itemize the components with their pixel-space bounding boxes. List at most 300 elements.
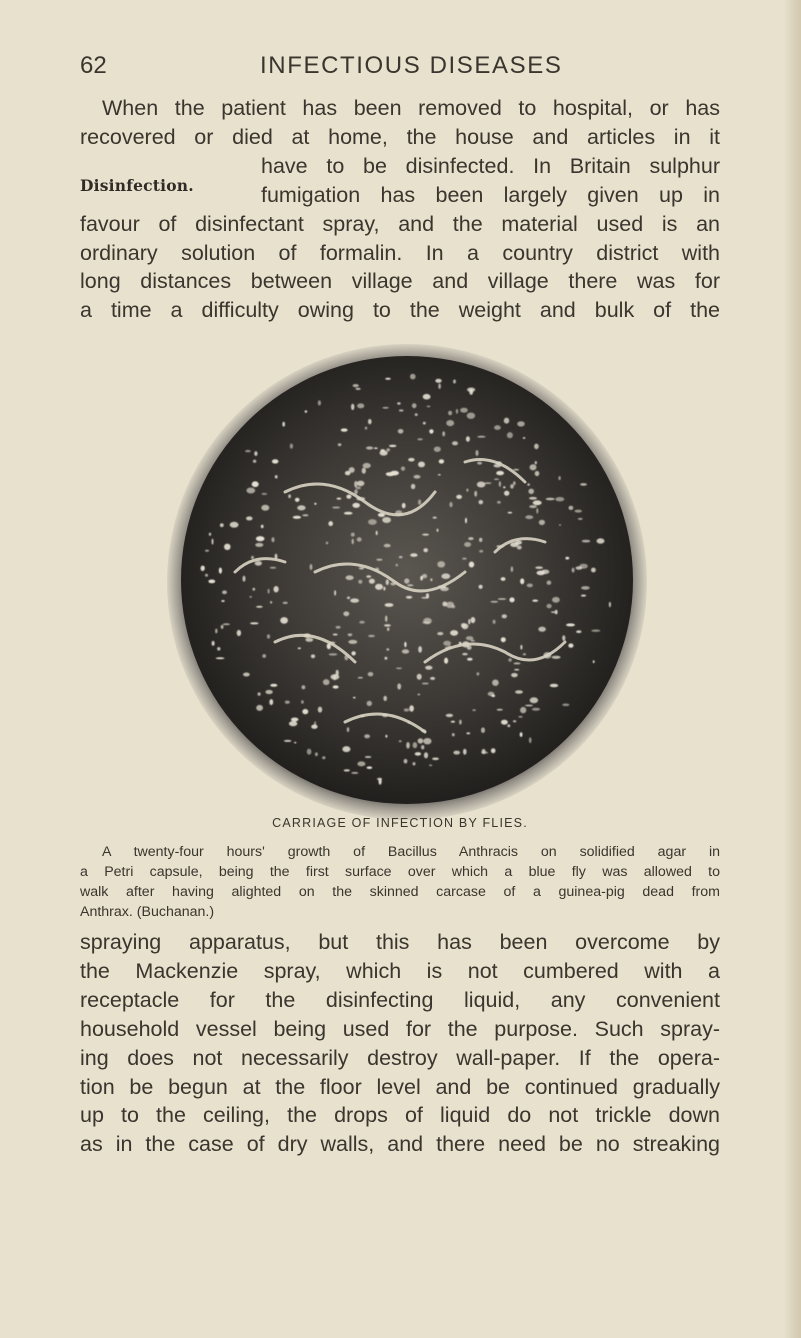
colony-spot <box>438 474 441 476</box>
colony-spot <box>467 413 475 419</box>
colony-spot <box>467 658 473 661</box>
colony-spot <box>520 645 522 650</box>
colony-spot <box>523 653 526 655</box>
colony-spot <box>332 507 340 509</box>
colony-spot <box>382 517 391 523</box>
colony-spot <box>575 510 582 513</box>
colony-spot <box>374 447 378 449</box>
colony-spot <box>380 449 385 452</box>
colony-spot <box>270 567 277 569</box>
colony-spot <box>357 761 365 766</box>
colony-spot <box>520 578 524 584</box>
colony-spot <box>291 718 299 722</box>
colony-spot <box>418 462 425 468</box>
colony-spot <box>397 402 401 404</box>
colony-spot <box>365 756 372 758</box>
colony-spot <box>386 579 389 585</box>
colony-spot <box>224 544 231 550</box>
colony-spot <box>474 491 477 497</box>
colony-spot <box>270 684 277 687</box>
colony-spot <box>534 444 539 450</box>
colony-spot <box>497 709 503 711</box>
colony-spot <box>469 562 474 568</box>
colony-spot <box>456 495 462 499</box>
colony-spot <box>367 766 373 769</box>
colony-spot <box>472 709 476 711</box>
colony-spot <box>398 429 404 434</box>
colony-spot <box>221 600 224 602</box>
colony-spot <box>333 685 339 688</box>
colony-spot <box>448 411 452 416</box>
colony-spot <box>343 611 349 616</box>
colony-spot <box>523 437 526 439</box>
colony-spot <box>504 418 509 424</box>
colony-spot <box>212 641 215 646</box>
colony-spot <box>535 566 543 569</box>
colony-spot <box>501 637 506 642</box>
colony-spot <box>422 534 429 536</box>
colony-spot <box>525 515 533 519</box>
colony-spot <box>421 745 424 749</box>
colony-spot <box>459 720 462 725</box>
colony-spot <box>404 578 409 583</box>
colony-spot <box>274 586 279 592</box>
colony-spot <box>314 503 316 505</box>
colony-spot <box>255 561 262 566</box>
colony-spot <box>385 616 387 622</box>
colony-spot <box>580 483 587 486</box>
colony-spot <box>288 494 291 498</box>
colony-spot <box>243 673 250 677</box>
colony-spot <box>209 533 211 536</box>
colony-spot <box>396 668 402 670</box>
colony-spot <box>501 720 508 725</box>
colony-spot <box>532 708 540 711</box>
colony-spot <box>256 536 265 541</box>
caption-line: a Petri capsule, being the first surface over which a blue fly was allowed to <box>80 864 720 880</box>
colony-spot <box>437 561 445 567</box>
colony-spot <box>446 602 454 608</box>
colony-spot <box>468 619 470 624</box>
colony-spot <box>559 524 561 526</box>
colony-spot <box>453 751 460 755</box>
colony-spot <box>528 489 534 494</box>
colony-spot <box>258 692 261 695</box>
colony-spot <box>221 625 224 629</box>
colony-spot <box>357 481 365 487</box>
colony-spot <box>307 749 312 755</box>
colony-spot <box>481 727 485 733</box>
colony-spot <box>423 422 426 425</box>
colony-spot <box>476 450 479 456</box>
colony-spot <box>501 577 506 581</box>
paragraph-1 <box>80 94 720 325</box>
colony-spot <box>414 475 421 479</box>
colony-spot <box>368 635 375 637</box>
colony-spot <box>270 601 272 604</box>
colony-spot <box>466 436 470 442</box>
colony-spot <box>479 585 483 589</box>
colony-spot <box>322 756 325 759</box>
colony-spot <box>290 444 293 449</box>
colony-spot <box>453 380 456 384</box>
paragraph-line: fumigation has been largely given up in <box>261 182 720 207</box>
paragraph-line: have to be disinfected. In Britain sulphur <box>261 153 720 178</box>
colony-spot <box>205 574 208 577</box>
colony-spot <box>446 420 454 426</box>
colony-spot <box>462 653 467 655</box>
colony-spot <box>344 769 350 771</box>
colony-spot <box>289 721 297 726</box>
colony-spot <box>347 597 350 600</box>
colony-spot <box>208 580 215 584</box>
paragraph-line: spraying apparatus, but this has been overcome by <box>80 930 720 954</box>
colony-spot <box>423 738 431 744</box>
colony-spot <box>356 487 361 490</box>
colony-spot <box>451 721 455 723</box>
colony-spot <box>323 679 330 685</box>
colony-spot <box>466 636 474 640</box>
colony-spot <box>261 505 269 511</box>
colony-spot <box>386 448 390 451</box>
figure-caption-body <box>80 842 720 922</box>
colony-spot <box>387 628 389 631</box>
colony-spot <box>593 660 595 663</box>
colony-spot <box>479 550 483 553</box>
colony-spot <box>404 708 410 711</box>
colony-spot <box>466 489 468 492</box>
colony-spot <box>504 491 509 496</box>
colony-spot <box>525 705 533 707</box>
colony-spot <box>427 406 431 408</box>
colony-spot <box>351 404 354 410</box>
colony-spot <box>513 469 519 471</box>
colony-spot <box>223 623 230 625</box>
colony-spot <box>508 512 513 514</box>
colony-spot <box>446 714 453 717</box>
colony-spot <box>342 746 350 752</box>
colony-spot <box>507 432 513 438</box>
paragraph-line: recovered or died at home, the house and articles in it <box>80 124 720 149</box>
colony-spot <box>379 778 382 784</box>
colony-spot <box>581 586 590 590</box>
colony-spot <box>230 522 239 528</box>
colony-spot <box>311 654 315 658</box>
colony-spot <box>493 620 496 624</box>
colony-spot <box>410 553 417 557</box>
colony-spot <box>358 580 362 584</box>
colony-spot <box>460 408 468 413</box>
paragraph-line: ordinary solution of formalin. In a country district with <box>80 240 720 265</box>
colony-spot <box>539 520 545 525</box>
colony-spot <box>375 584 383 590</box>
colony-spot <box>510 484 514 489</box>
paragraph-line: long distances between village and village there was for <box>80 269 720 294</box>
colony-spot <box>385 735 387 738</box>
colony-spot <box>552 597 560 603</box>
colony-spot <box>295 498 300 502</box>
paragraph-line: as in the case of dry walls, and there need be no streaking <box>80 1132 720 1157</box>
colony-spot <box>401 467 405 471</box>
colony-spot <box>413 762 416 765</box>
colony-spot <box>326 542 328 545</box>
paragraph-line: ing does not necessarily destroy wall-paper. If the opera- <box>80 1045 720 1070</box>
colony-spot <box>568 643 573 647</box>
colony-spot <box>346 575 354 580</box>
colony-spot <box>269 699 273 705</box>
colony-spot <box>254 451 257 456</box>
colony-spot <box>547 604 552 608</box>
colony-spot <box>305 410 308 413</box>
colony-spot <box>404 759 408 764</box>
colony-spot <box>215 629 217 634</box>
colony-spot <box>443 641 451 646</box>
colony-spot <box>547 581 552 585</box>
colony-spot <box>484 482 492 484</box>
colony-spot <box>397 683 401 689</box>
colony-spot <box>359 621 365 624</box>
colony-spot <box>463 749 467 755</box>
colony-spot <box>550 684 558 688</box>
colony-spot <box>442 431 445 436</box>
colony-spot <box>265 690 272 694</box>
colony-spot <box>425 666 432 670</box>
colony-spot <box>363 463 371 468</box>
colony-spot <box>365 427 367 430</box>
margin-note: Disinfection. <box>80 176 194 195</box>
colony-spot <box>426 593 429 598</box>
colony-spot <box>305 638 313 642</box>
colony-spot <box>294 742 296 744</box>
colony-spot <box>301 700 304 703</box>
colony-spot <box>497 501 501 504</box>
colony-spot <box>386 648 389 650</box>
colony-spot <box>348 640 357 644</box>
colony-spot <box>492 680 499 686</box>
colony-spot <box>396 564 398 567</box>
colony-spot <box>385 378 390 380</box>
petri-dish-photo <box>165 342 649 822</box>
colony-spot <box>527 483 530 485</box>
colony-spot <box>399 740 402 742</box>
colony-spot <box>268 589 270 594</box>
colony-spot <box>471 617 476 623</box>
colony-spot <box>597 538 605 543</box>
colony-spot <box>333 634 338 636</box>
paragraph-line: household vessel being used for the purpose. Such spray- <box>80 1016 720 1041</box>
colony-spot <box>477 482 486 488</box>
paragraph-line: a time a difficulty owing to the weight and bulk of the <box>80 298 720 323</box>
colony-spot <box>337 498 342 500</box>
colony-spot <box>404 642 406 647</box>
colony-spot <box>517 421 525 426</box>
colony-spot <box>246 516 253 520</box>
colony-spot <box>461 623 466 628</box>
colony-spot <box>355 388 360 390</box>
colony-spot <box>467 388 475 392</box>
colony-spot <box>297 505 305 510</box>
colony-spot <box>353 384 359 387</box>
colony-spot <box>406 742 410 749</box>
colony-spot <box>338 443 342 446</box>
colony-spot <box>581 595 586 597</box>
colony-spot <box>520 707 526 713</box>
colony-spot <box>456 409 458 414</box>
colony-spot <box>311 725 317 729</box>
colony-spot <box>417 674 422 680</box>
caption-line: walk after having alighted on the skinned carcase of a guinea-pig dead from <box>80 884 720 900</box>
colony-spot <box>555 497 564 501</box>
colony-spot <box>609 602 611 608</box>
colony-spot <box>513 662 520 664</box>
colony-spot <box>562 704 569 707</box>
colony-spot <box>452 441 458 445</box>
colony-spot <box>382 407 388 409</box>
colony-spot <box>353 697 356 699</box>
colony-spot <box>280 617 288 624</box>
colony-spot <box>572 568 575 573</box>
colony-spot <box>415 413 418 416</box>
running-head: INFECTIOUS DISEASES <box>260 52 563 79</box>
colony-spot <box>406 596 412 599</box>
colony-spot <box>411 484 415 489</box>
paragraph-line: When the patient has been removed to hospital, or has <box>102 96 720 120</box>
colony-spot <box>384 657 387 660</box>
colony-spot <box>430 677 435 680</box>
caption-line: Anthrax. (Buchanan.) <box>80 904 215 920</box>
colony-spot <box>255 543 263 547</box>
colony-spot <box>502 614 507 618</box>
colony-spot <box>494 425 501 430</box>
colony-spot <box>298 647 301 649</box>
colony-spot <box>368 419 372 424</box>
colony-spot <box>465 518 467 524</box>
figure-caption-title: CARRIAGE OF INFECTION BY FLIES. <box>272 816 528 830</box>
colony-spot <box>341 428 348 431</box>
colony-spot <box>399 409 404 411</box>
colony-spot <box>402 649 409 653</box>
colony-spot <box>216 657 225 659</box>
colony-spot <box>479 500 484 504</box>
colony-spot <box>536 508 538 514</box>
colony-spot <box>408 458 414 462</box>
colony-spot <box>251 556 254 559</box>
colony-spot <box>444 658 448 664</box>
colony-spot <box>415 752 421 756</box>
colony-spot <box>432 758 439 761</box>
colony-spot <box>318 707 322 713</box>
colony-spot <box>366 446 373 449</box>
colony-spot <box>423 548 428 552</box>
colony-spot <box>354 481 357 488</box>
colony-spot <box>366 575 371 578</box>
colony-spot <box>508 658 512 662</box>
paragraph-line: favour of disinfectant spray, and the material used is an <box>80 211 720 236</box>
colony-spot <box>513 720 516 722</box>
colony-spot <box>334 590 336 596</box>
colony-spot <box>246 488 255 494</box>
caption-line: A twenty-four hours' growth of Bacillus Anthracis on solidified agar in <box>102 844 720 860</box>
colony-spot <box>245 450 251 452</box>
colony-spot <box>222 590 227 594</box>
colony-spot <box>285 701 290 704</box>
colony-spot <box>422 683 429 685</box>
colony-spot <box>409 705 414 711</box>
colony-spot <box>591 630 600 632</box>
colony-spot <box>529 505 536 508</box>
colony-spot <box>566 623 575 626</box>
colony-spot <box>527 584 533 588</box>
colony-spot <box>467 645 472 650</box>
colony-spot <box>282 422 285 427</box>
colony-spot <box>422 574 427 578</box>
colony-spot <box>530 697 538 703</box>
colony-spot <box>315 752 318 756</box>
colony-spot <box>376 559 382 561</box>
colony-spot <box>346 495 351 499</box>
colony-spot <box>514 669 519 671</box>
colony-spot <box>220 523 224 527</box>
colony-spot <box>329 653 338 655</box>
colony-spot <box>535 471 540 476</box>
colony-spot <box>351 772 358 774</box>
colony-spot <box>538 627 546 632</box>
colony-spot <box>250 622 259 624</box>
colony-spot <box>449 502 452 507</box>
page-number: 62 <box>80 52 107 79</box>
colony-spot <box>468 537 473 540</box>
colony-spot <box>302 514 308 516</box>
colony-spot <box>422 622 430 624</box>
colony-spot <box>496 471 504 475</box>
colony-spot <box>252 588 255 591</box>
colony-spot <box>430 578 432 581</box>
colony-spot <box>437 529 439 532</box>
colony-spot <box>376 531 378 535</box>
colony-spot <box>578 518 583 520</box>
page-header <box>80 52 720 86</box>
colony-spot <box>437 632 443 635</box>
colony-spot <box>293 516 301 519</box>
colony-spot <box>368 519 377 525</box>
paragraph-line: up to the ceiling, the drops of liquid do not trickle down <box>80 1103 720 1128</box>
colony-spot <box>439 459 444 463</box>
colony-spot <box>357 537 362 541</box>
colony-spot <box>302 685 306 689</box>
colony-spot <box>562 635 565 641</box>
colony-spot <box>267 634 270 638</box>
colony-spot <box>479 538 482 542</box>
colony-spot <box>417 438 423 440</box>
colony-spot <box>367 701 372 706</box>
page-edge-shadow <box>783 0 801 1338</box>
colony-spot <box>515 690 523 694</box>
colony-spot <box>275 475 278 478</box>
colony-spot <box>558 476 560 480</box>
colony-spot <box>499 481 501 487</box>
colony-spot <box>424 752 428 758</box>
colony-spot <box>336 626 341 629</box>
colony-spot <box>261 525 264 529</box>
colony-spot <box>417 694 420 696</box>
colony-spot <box>530 464 537 470</box>
colony-spot <box>385 603 394 607</box>
colony-spot <box>535 461 537 464</box>
colony-spot <box>249 596 252 598</box>
colony-spot <box>429 429 433 433</box>
colony-spot <box>352 539 354 545</box>
colony-spot <box>591 568 596 573</box>
